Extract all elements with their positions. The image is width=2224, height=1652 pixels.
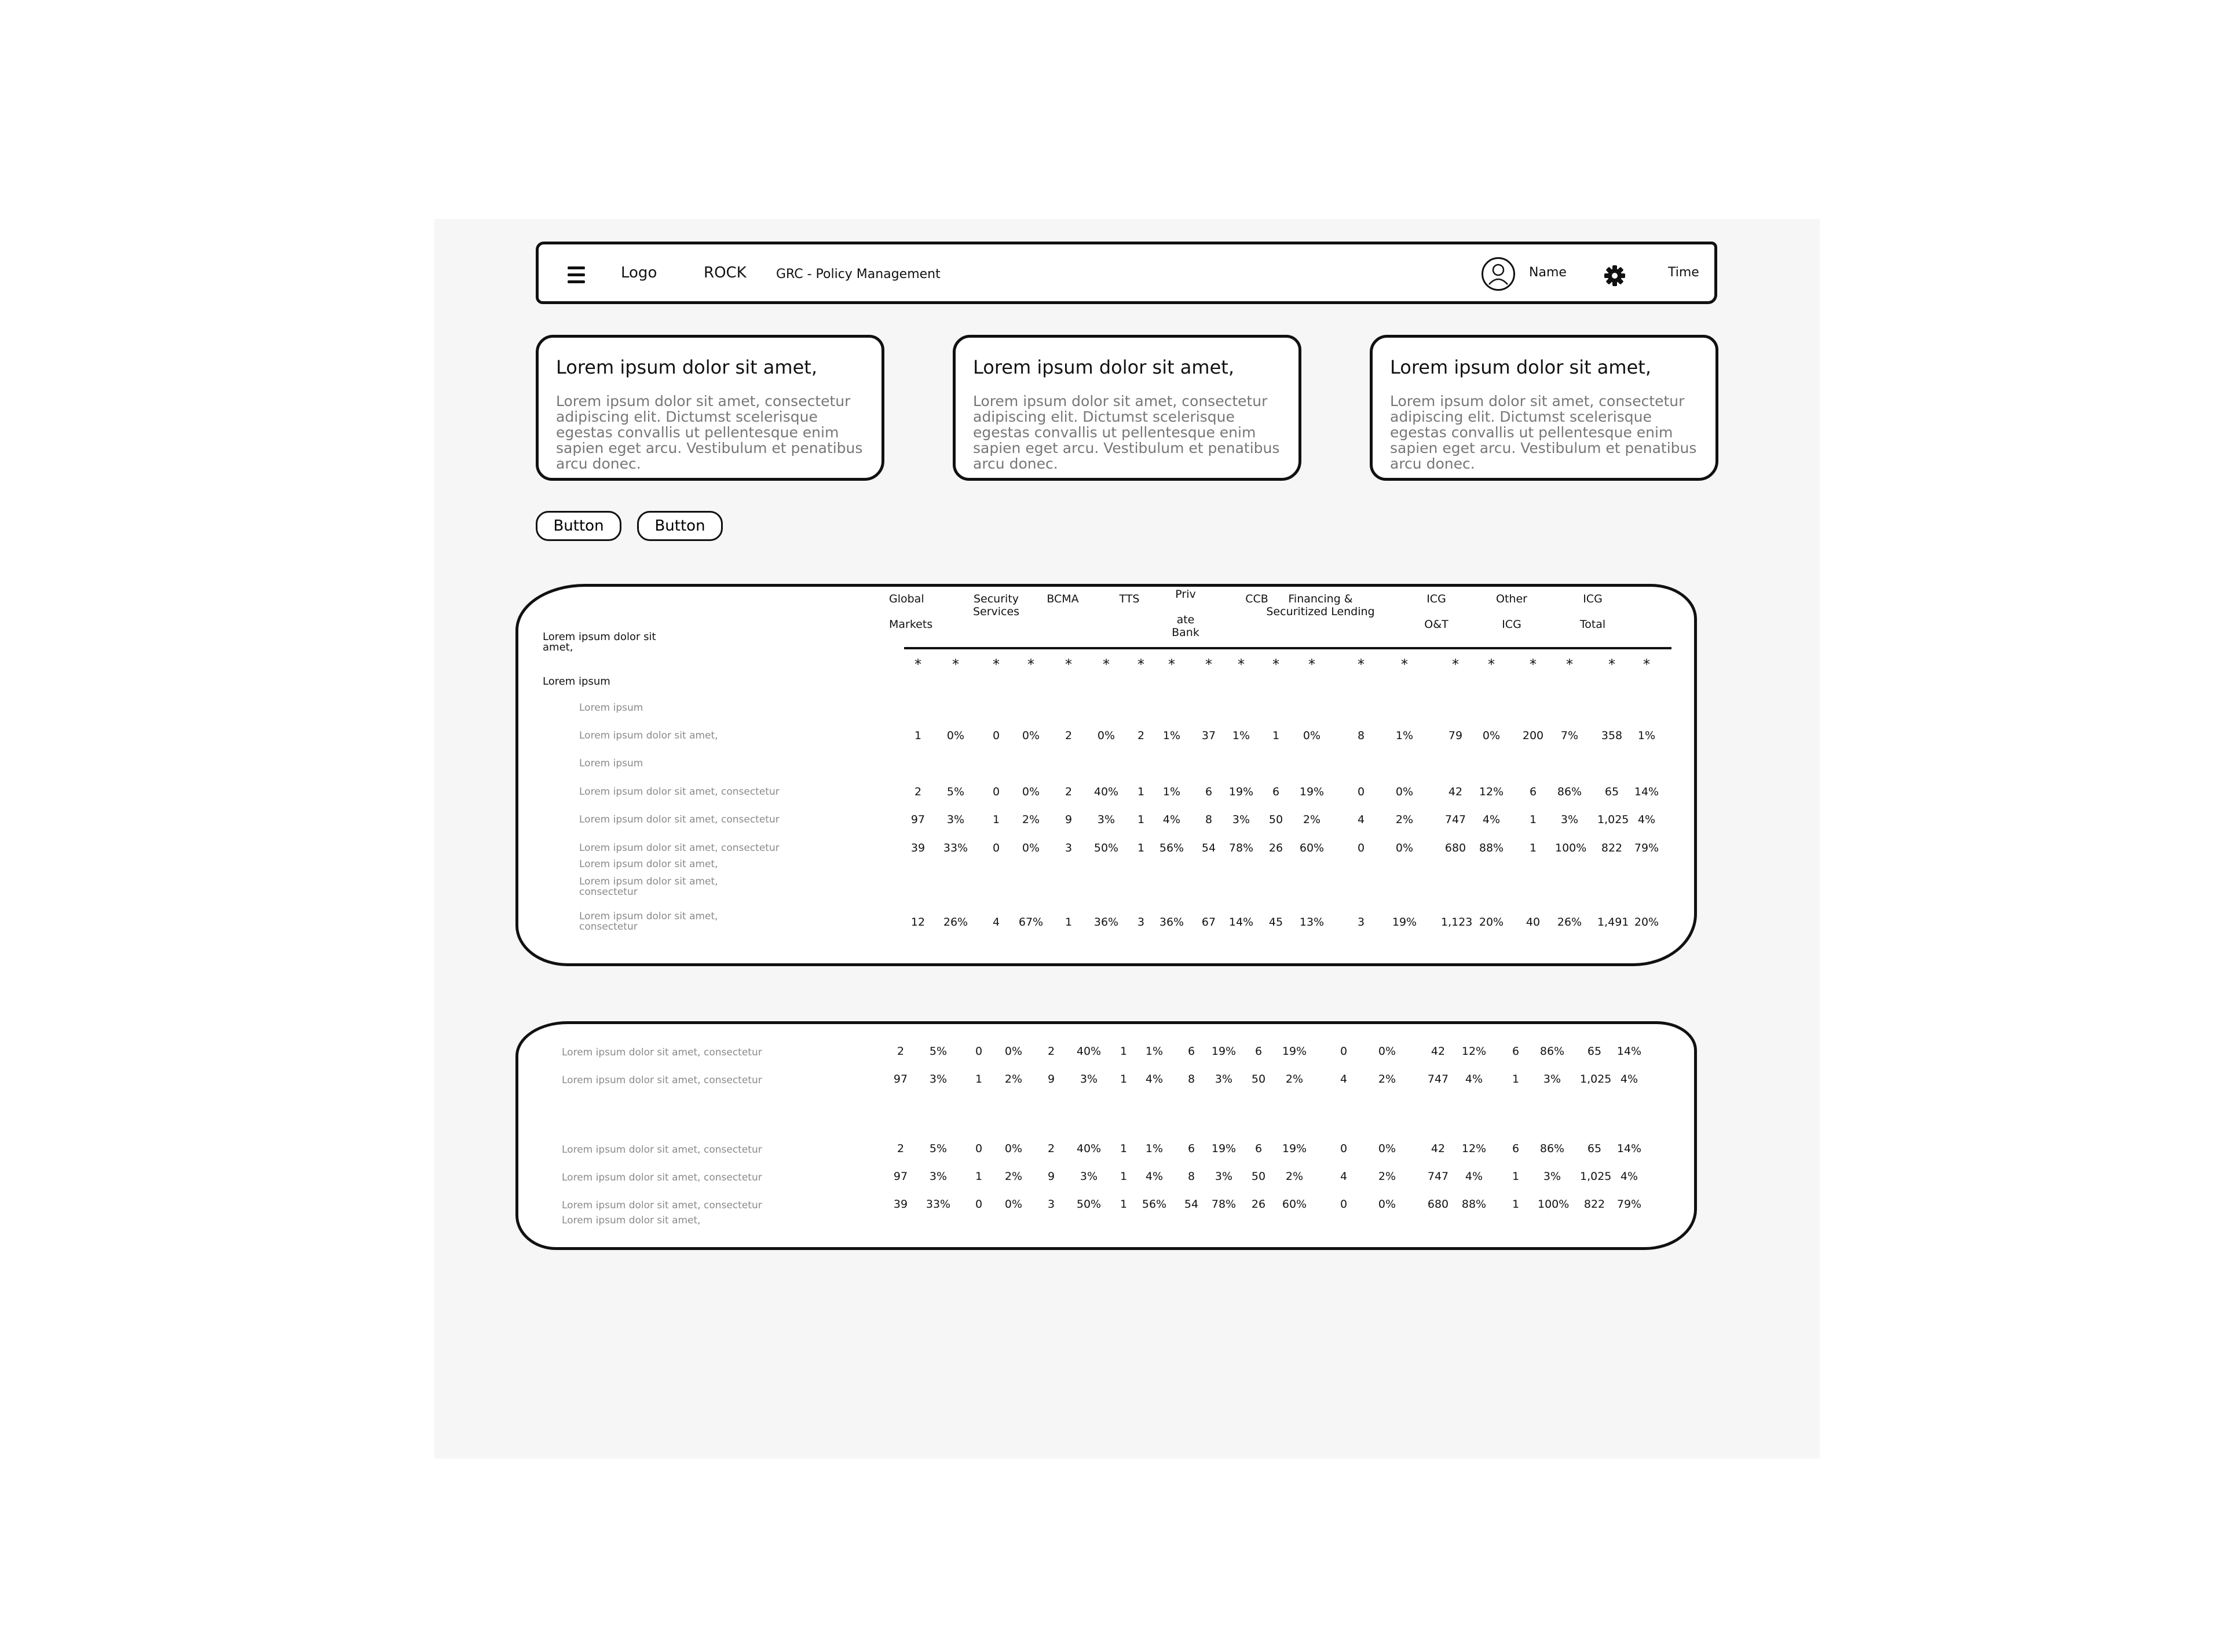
- table-cell: 1: [1120, 1045, 1128, 1058]
- table-cell: 19%: [1282, 1142, 1307, 1155]
- table-cell: 3%: [1215, 1170, 1233, 1183]
- table-cell: 4%: [1620, 1073, 1638, 1086]
- primary-button[interactable]: Button: [536, 511, 621, 541]
- table-cell: 2: [897, 1045, 905, 1058]
- table-cell: 2%: [1004, 1073, 1023, 1086]
- table-cell: 6: [1187, 1142, 1195, 1155]
- table-cell: 2: [1137, 729, 1145, 742]
- table-cell: 0%: [1303, 729, 1321, 742]
- table-cell: 2: [1047, 1142, 1055, 1155]
- table-cell: 3%: [1232, 813, 1250, 826]
- table-cell: 1: [1272, 729, 1280, 742]
- table-cell: 3%: [1543, 1073, 1561, 1086]
- table-cell: 50%: [1093, 842, 1119, 854]
- header-divider: [904, 647, 1671, 649]
- table-cell: 9: [1065, 813, 1073, 826]
- table-cell: 6: [1254, 1045, 1263, 1058]
- sort-marker: *: [1488, 656, 1495, 673]
- data-table-panel-2: [515, 1021, 1697, 1250]
- table-cell: 4%: [1145, 1170, 1164, 1183]
- table-cell: 3%: [1097, 813, 1115, 826]
- row-label: Lorem ipsum dolor sit amet,: [579, 858, 718, 870]
- table-cell: 747: [1427, 1073, 1449, 1086]
- table-cell: 3%: [929, 1170, 948, 1183]
- table-cell: 0%: [1022, 729, 1040, 742]
- table-cell: 14%: [1616, 1045, 1642, 1058]
- card-title: Lorem ipsum dolor sit amet,: [1390, 356, 1651, 378]
- table-cell: 40%: [1093, 785, 1119, 798]
- table-cell: 67%: [1018, 916, 1044, 929]
- table-cell: 1,491: [1597, 916, 1629, 929]
- table-cell: 0: [992, 785, 1000, 798]
- table-cell: 0%: [1378, 1198, 1396, 1211]
- logo[interactable]: Logo: [621, 264, 657, 282]
- table-cell: 50: [1251, 1170, 1266, 1183]
- table-cell: 54: [1184, 1198, 1199, 1211]
- table-cell: 40%: [1076, 1142, 1102, 1155]
- row-label: Lorem ipsum dolor sit amet, consectetur: [562, 1074, 762, 1086]
- table-cell: 4%: [1482, 813, 1501, 826]
- row-label: Lorem ipsum dolor sit amet, consectetur: [579, 814, 780, 825]
- table-cell: 0%: [1395, 842, 1414, 854]
- table-cell: 56%: [1159, 842, 1184, 854]
- table-cell: 822: [1601, 842, 1623, 854]
- table-cell: 6: [1205, 785, 1213, 798]
- table-cell: 37: [1201, 729, 1216, 742]
- table-cell: 5%: [929, 1142, 948, 1155]
- table-cell: 79: [1448, 729, 1463, 742]
- table-cell: 56%: [1142, 1198, 1167, 1211]
- table-cell: 4%: [1465, 1073, 1483, 1086]
- table-cell: 1%: [1232, 729, 1250, 742]
- sort-marker: *: [1238, 656, 1245, 673]
- table-cell: 680: [1444, 842, 1466, 854]
- table-cell: 1: [1529, 813, 1537, 826]
- table-cell: 97: [910, 813, 926, 826]
- table-cell: 0%: [1395, 785, 1414, 798]
- table-cell: 1: [1512, 1198, 1520, 1211]
- table-cell: 79%: [1616, 1198, 1642, 1211]
- sort-marker: *: [952, 656, 959, 673]
- table-cell: 3%: [929, 1073, 948, 1086]
- table-cell: 78%: [1228, 842, 1254, 854]
- sort-marker: *: [1103, 656, 1110, 673]
- sort-marker: *: [1452, 656, 1459, 673]
- table-cell: 2: [1065, 729, 1073, 742]
- table-cell: 50%: [1076, 1198, 1102, 1211]
- column-header: Security Services: [972, 593, 1020, 618]
- table-cell: 0%: [946, 729, 965, 742]
- row-label: Lorem ipsum dolor sit amet, consectetur: [579, 911, 718, 933]
- table-cell: 67: [1201, 916, 1216, 929]
- table-cell: 1%: [1637, 729, 1656, 742]
- table-cell: 26%: [943, 916, 968, 929]
- table-cell: 358: [1601, 729, 1623, 742]
- row-label: Lorem ipsum: [579, 702, 643, 714]
- table-cell: 42: [1448, 785, 1463, 798]
- table-cell: 12%: [1479, 785, 1504, 798]
- table-cell: 1%: [1145, 1045, 1164, 1058]
- sort-marker: *: [1308, 656, 1315, 673]
- sort-marker: *: [1205, 656, 1212, 673]
- table-cell: 14%: [1634, 785, 1659, 798]
- row-label: Lorem ipsum dolor sit amet, consectetur: [579, 842, 780, 854]
- sort-marker: *: [993, 656, 1000, 673]
- table-cell: 65: [1604, 785, 1619, 798]
- table-cell: 1: [1120, 1198, 1128, 1211]
- table-cell: 4%: [1637, 813, 1656, 826]
- table-cell: 4%: [1145, 1073, 1164, 1086]
- table-cell: 78%: [1211, 1198, 1237, 1211]
- table-cell: 1%: [1145, 1142, 1164, 1155]
- table-cell: 1: [1120, 1142, 1128, 1155]
- sort-marker: *: [1643, 656, 1650, 673]
- row-label: Lorem ipsum dolor sit amet, consectetur: [579, 786, 780, 798]
- row-label: Lorem ipsum dolor sit amet, consectetur: [562, 1144, 762, 1156]
- table-cell: 2: [914, 785, 922, 798]
- table-cell: 2%: [1004, 1170, 1023, 1183]
- table-cell: 5%: [946, 785, 965, 798]
- table-cell: 0: [992, 842, 1000, 854]
- table-cell: 0%: [1004, 1198, 1023, 1211]
- table-cell: 3: [1047, 1198, 1055, 1211]
- summary-card: [1370, 335, 1718, 481]
- table-cell: 3%: [1080, 1073, 1098, 1086]
- table-cell: 65: [1587, 1142, 1602, 1155]
- table-cell: 1: [1512, 1073, 1520, 1086]
- table-cell: 3%: [1080, 1170, 1098, 1183]
- table-cell: 7%: [1560, 729, 1579, 742]
- table-cell: 1: [1512, 1170, 1520, 1183]
- page-title: GRC - Policy Management: [776, 267, 941, 282]
- table-cell: 2%: [1285, 1170, 1304, 1183]
- card-title: Lorem ipsum dolor sit amet,: [556, 356, 817, 378]
- table-cell: 19%: [1228, 785, 1254, 798]
- table-cell: 1: [975, 1170, 983, 1183]
- app-name[interactable]: ROCK: [704, 264, 747, 282]
- table-corner-label: Lorem ipsum dolor sit amet,: [543, 631, 656, 653]
- table-cell: 97: [893, 1073, 908, 1086]
- table-cell: 26%: [1557, 916, 1582, 929]
- table-cell: 2%: [1285, 1073, 1304, 1086]
- table-cell: 3%: [1543, 1170, 1561, 1183]
- table-cell: 4: [1340, 1170, 1348, 1183]
- summary-card: [953, 335, 1301, 481]
- table-cell: 1: [992, 813, 1000, 826]
- table-cell: 1: [1065, 916, 1073, 929]
- sort-marker: *: [1358, 656, 1365, 673]
- table-cell: 2%: [1395, 813, 1414, 826]
- table-cell: 0: [1357, 785, 1365, 798]
- gear-icon[interactable]: [1603, 264, 1626, 287]
- group-label: Lorem ipsum: [543, 675, 610, 688]
- table-cell: 6: [1187, 1045, 1195, 1058]
- sort-marker: *: [915, 656, 921, 673]
- table-cell: 680: [1427, 1198, 1449, 1211]
- column-header: Financing & Securitized Lending: [1266, 593, 1375, 618]
- card-body: Lorem ipsum dolor sit amet, consectetur adipiscing elit. Dictumst scelerisque egestas convallis ut pellentesque enim sapien eget arcu. Vestibulum et penatibus arcu donec.: [1390, 393, 1697, 472]
- table-cell: 50: [1251, 1073, 1266, 1086]
- table-cell: 65: [1587, 1045, 1602, 1058]
- table-cell: 0: [1340, 1198, 1348, 1211]
- table-cell: 12%: [1461, 1142, 1487, 1155]
- table-cell: 0: [975, 1142, 983, 1155]
- table-cell: 13%: [1299, 916, 1325, 929]
- table-cell: 1,123: [1441, 916, 1473, 929]
- table-cell: 20%: [1634, 916, 1659, 929]
- table-cell: 1%: [1395, 729, 1414, 742]
- table-cell: 3%: [1560, 813, 1579, 826]
- sort-marker: *: [1272, 656, 1279, 673]
- sort-marker: *: [1065, 656, 1072, 673]
- table-cell: 8: [1357, 729, 1365, 742]
- table-cell: 1%: [1162, 785, 1181, 798]
- table-cell: 5%: [929, 1045, 948, 1058]
- table-cell: 19%: [1211, 1142, 1237, 1155]
- table-cell: 0: [1357, 842, 1365, 854]
- table-cell: 86%: [1539, 1142, 1565, 1155]
- table-cell: 97: [893, 1170, 908, 1183]
- table-cell: 2%: [1378, 1170, 1396, 1183]
- table-cell: 4: [1340, 1073, 1348, 1086]
- table-cell: 39: [910, 842, 926, 854]
- sort-marker: *: [1401, 656, 1408, 673]
- menu-icon[interactable]: [568, 266, 585, 287]
- row-label: Lorem ipsum dolor sit amet,: [579, 730, 718, 741]
- table-cell: 9: [1047, 1170, 1055, 1183]
- table-cell: 4%: [1620, 1170, 1638, 1183]
- table-cell: 200: [1522, 729, 1544, 742]
- sort-marker: *: [1137, 656, 1144, 673]
- table-cell: 0: [975, 1198, 983, 1211]
- table-cell: 1%: [1162, 729, 1181, 742]
- table-cell: 8: [1187, 1170, 1195, 1183]
- table-cell: 3: [1357, 916, 1365, 929]
- summary-card: [536, 335, 884, 481]
- table-cell: 0%: [1378, 1142, 1396, 1155]
- clock-time: Time: [1668, 265, 1699, 280]
- table-cell: 79%: [1634, 842, 1659, 854]
- column-header: Priv ate Bank: [1172, 588, 1199, 639]
- table-cell: 2%: [1378, 1073, 1396, 1086]
- table-cell: 60%: [1299, 842, 1325, 854]
- table-cell: 2%: [1303, 813, 1321, 826]
- table-cell: 33%: [926, 1198, 951, 1211]
- table-cell: 54: [1201, 842, 1216, 854]
- sort-marker: *: [1168, 656, 1175, 673]
- sort-marker: *: [1530, 656, 1537, 673]
- table-cell: 40%: [1076, 1045, 1102, 1058]
- table-cell: 6: [1254, 1142, 1263, 1155]
- table-cell: 39: [893, 1198, 908, 1211]
- table-cell: 19%: [1299, 785, 1325, 798]
- table-cell: 1: [1529, 842, 1537, 854]
- card-title: Lorem ipsum dolor sit amet,: [973, 356, 1234, 378]
- table-cell: 1: [1137, 842, 1145, 854]
- table-cell: 100%: [1555, 842, 1587, 854]
- table-cell: 0: [975, 1045, 983, 1058]
- table-cell: 6: [1512, 1045, 1520, 1058]
- table-cell: 60%: [1282, 1198, 1307, 1211]
- table-cell: 88%: [1461, 1198, 1487, 1211]
- table-cell: 747: [1444, 813, 1466, 826]
- column-header: CCB: [1245, 593, 1268, 605]
- table-cell: 6: [1512, 1142, 1520, 1155]
- table-cell: 36%: [1093, 916, 1119, 929]
- table-cell: 100%: [1538, 1198, 1570, 1211]
- user-name[interactable]: Name: [1529, 265, 1567, 280]
- table-cell: 6: [1529, 785, 1537, 798]
- table-cell: 6: [1272, 785, 1280, 798]
- avatar-icon[interactable]: [1482, 257, 1515, 291]
- sort-marker: *: [1566, 656, 1573, 673]
- table-cell: 19%: [1282, 1045, 1307, 1058]
- table-cell: 42: [1431, 1045, 1446, 1058]
- table-cell: 1: [914, 729, 922, 742]
- table-cell: 3: [1137, 916, 1145, 929]
- card-body: Lorem ipsum dolor sit amet, consectetur adipiscing elit. Dictumst scelerisque egestas convallis ut pellentesque enim sapien eget arcu. Vestibulum et penatibus arcu donec.: [556, 393, 863, 472]
- column-header: Other ICG: [1496, 593, 1527, 631]
- table-cell: 8: [1205, 813, 1213, 826]
- column-header: Global Markets: [889, 593, 933, 631]
- table-cell: 4: [992, 916, 1000, 929]
- table-cell: 0%: [1022, 785, 1040, 798]
- table-cell: 1,025: [1580, 1073, 1612, 1086]
- table-cell: 0: [1340, 1045, 1348, 1058]
- table-cell: 4: [1357, 813, 1365, 826]
- table-cell: 4%: [1162, 813, 1181, 826]
- table-cell: 88%: [1479, 842, 1504, 854]
- secondary-button[interactable]: Button: [637, 511, 723, 541]
- table-cell: 1,025: [1597, 813, 1629, 826]
- table-cell: 86%: [1539, 1045, 1565, 1058]
- table-cell: 2%: [1022, 813, 1040, 826]
- table-cell: 2: [1065, 785, 1073, 798]
- table-cell: 0%: [1097, 729, 1115, 742]
- table-cell: 19%: [1211, 1045, 1237, 1058]
- table-cell: 3%: [1215, 1073, 1233, 1086]
- table-cell: 50: [1268, 813, 1283, 826]
- card-body: Lorem ipsum dolor sit amet, consectetur adipiscing elit. Dictumst scelerisque egestas convallis ut pellentesque enim sapien eget arcu. Vestibulum et penatibus arcu donec.: [973, 393, 1280, 472]
- table-cell: 0%: [1378, 1045, 1396, 1058]
- table-cell: 1: [1120, 1170, 1128, 1183]
- table-cell: 4%: [1465, 1170, 1483, 1183]
- table-cell: 40: [1526, 916, 1541, 929]
- table-cell: 0%: [1004, 1045, 1023, 1058]
- column-header: BCMA: [1047, 593, 1079, 605]
- table-cell: 747: [1427, 1170, 1449, 1183]
- top-bar: [536, 242, 1717, 304]
- table-cell: 3: [1065, 842, 1073, 854]
- table-cell: 26: [1251, 1198, 1266, 1211]
- table-cell: 20%: [1479, 916, 1504, 929]
- column-header: ICG Total: [1579, 593, 1606, 631]
- table-cell: 42: [1431, 1142, 1446, 1155]
- column-header: ICG O&T: [1424, 593, 1448, 631]
- sort-marker: *: [1027, 656, 1034, 673]
- table-cell: 0: [992, 729, 1000, 742]
- table-cell: 36%: [1159, 916, 1184, 929]
- table-cell: 0%: [1022, 842, 1040, 854]
- table-cell: 0%: [1004, 1142, 1023, 1155]
- table-cell: 86%: [1557, 785, 1582, 798]
- table-cell: 12: [910, 916, 926, 929]
- row-label: Lorem ipsum dolor sit amet, consectetur: [579, 876, 718, 898]
- table-cell: 2: [897, 1142, 905, 1155]
- row-label: Lorem ipsum: [579, 758, 643, 769]
- table-cell: 26: [1268, 842, 1283, 854]
- column-header: TTS: [1119, 593, 1140, 605]
- table-cell: 0: [1340, 1142, 1348, 1155]
- row-label: Lorem ipsum dolor sit amet, consectetur: [562, 1047, 762, 1058]
- table-cell: 33%: [943, 842, 968, 854]
- table-cell: 2: [1047, 1045, 1055, 1058]
- row-label: Lorem ipsum dolor sit amet, consectetur: [562, 1200, 762, 1211]
- table-cell: 12%: [1461, 1045, 1487, 1058]
- table-cell: 45: [1268, 916, 1283, 929]
- table-cell: 8: [1187, 1073, 1195, 1086]
- table-cell: 14%: [1228, 916, 1254, 929]
- table-cell: 14%: [1616, 1142, 1642, 1155]
- data-table-panel: [515, 584, 1697, 966]
- sort-marker: *: [1608, 656, 1615, 673]
- row-label: Lorem ipsum dolor sit amet, consectetur: [562, 1172, 762, 1183]
- table-cell: 1: [975, 1073, 983, 1086]
- row-label: Lorem ipsum dolor sit amet,: [562, 1215, 701, 1226]
- table-cell: 1,025: [1580, 1170, 1612, 1183]
- table-cell: 3%: [946, 813, 965, 826]
- table-cell: 9: [1047, 1073, 1055, 1086]
- table-cell: 0%: [1482, 729, 1501, 742]
- table-cell: 822: [1583, 1198, 1605, 1211]
- table-cell: 19%: [1392, 916, 1417, 929]
- table-cell: 1: [1137, 785, 1145, 798]
- table-cell: 1: [1120, 1073, 1128, 1086]
- table-cell: 1: [1137, 813, 1145, 826]
